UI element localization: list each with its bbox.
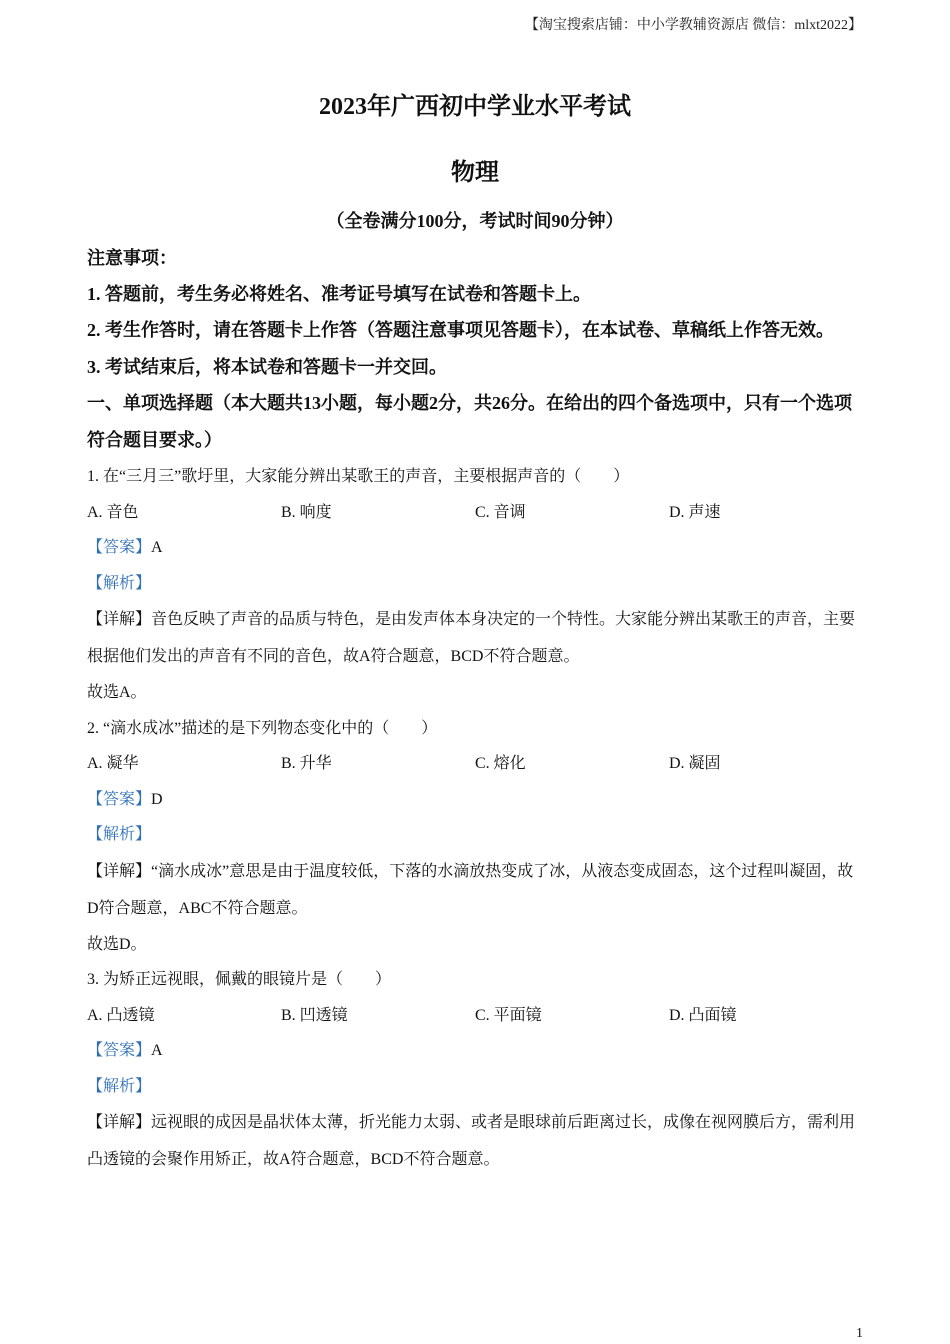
analysis-line <box>87 566 862 602</box>
option: C. 熔化 <box>475 755 526 772</box>
detail-text: 音色反映了声音的品质与特色，是由发声体本身决定的一个特性。大家能分辨出某歌王的声音，主要根据他们发出的声音有不同的音色，故A符合题意，BCD不符合题意。 <box>87 611 856 665</box>
answer-label: 【答案】 <box>87 539 152 556</box>
notice-item: 1. 答题前，考生务必将姓名、准考证号填写在试卷和答题卡上。 <box>87 284 591 304</box>
analysis-label: 【解析】 <box>87 826 152 843</box>
exam-info: （全卷满分100分，考试时间90分钟） <box>326 211 624 231</box>
notice-item: 3. 考试结束后，将本试卷和答题卡一并交回。 <box>87 357 447 377</box>
document-body <box>87 240 862 1178</box>
question-options <box>87 998 862 1034</box>
option: A. 音色 <box>87 503 139 521</box>
answer-value: A <box>151 539 163 556</box>
analysis-line <box>87 1069 862 1105</box>
answer-label: 【答案】 <box>87 1042 152 1059</box>
detail-label: 【详解】 <box>87 862 152 880</box>
question-options <box>87 746 862 782</box>
question-options <box>87 495 862 531</box>
notice-heading: 注意事项： <box>87 248 177 268</box>
option: B. 升华 <box>281 755 332 772</box>
detail-text: “滴水成冰”意思是由于温度较低，下落的水滴放热变成了冰，从液态变成固态，这个过程叫凝固，故D符合题意，ABC不符合题意。 <box>87 862 854 917</box>
subject-title: 物理 <box>451 160 499 186</box>
analysis-line <box>87 817 862 853</box>
option: C. 平面镜 <box>475 1006 542 1024</box>
option: A. 凸透镜 <box>87 1006 155 1024</box>
detail-label: 【详解】 <box>87 611 152 628</box>
answer-line <box>87 530 862 566</box>
option: C. 音调 <box>475 503 526 521</box>
answer-value: D <box>151 790 163 808</box>
question-stem: 2. “滴水成冰”描述的是下列物态变化中的（ ） <box>87 719 438 737</box>
answer-label: 【答案】 <box>87 790 152 808</box>
conclusion: 故选A。 <box>87 684 147 701</box>
detail-text: 远视眼的成因是晶状体太薄，折光能力太弱、或者是眼球前后距离过长，成像在视网膜后方，需利用凸透镜的会聚作用矫正，故A符合题意，BCD不符合题意。 <box>87 1114 856 1168</box>
conclusion: 故选D。 <box>87 935 147 953</box>
detail-paragraph <box>87 601 862 675</box>
option: D. 凝固 <box>669 755 721 772</box>
option: D. 凸面镜 <box>669 1006 737 1024</box>
answer-value: A <box>151 1042 163 1059</box>
analysis-label: 【解析】 <box>87 1077 152 1095</box>
option: B. 响度 <box>281 503 332 521</box>
section-heading: 一、单项选择题（本大题共13小题，每小题2分，共26分。在给出的四个备选项中，只有一个选项符合题目要求。） <box>87 393 852 450</box>
detail-paragraph <box>87 1104 862 1178</box>
answer-line <box>87 1033 862 1069</box>
detail-label: 【详解】 <box>87 1114 152 1131</box>
option: B. 凹透镜 <box>281 1006 348 1024</box>
exam-title: 2023年广西初中学业水平考试 <box>319 94 631 120</box>
question-stem: 1. 在“三月三”歌圩里，大家能分辨出某歌王的声音，主要根据声音的（ ） <box>87 468 630 485</box>
question-stem: 3. 为矫正远视眼，佩戴的眼镜片是（ ） <box>87 971 392 988</box>
answer-line <box>87 782 862 818</box>
analysis-label: 【解析】 <box>87 574 152 592</box>
option: A. 凝华 <box>87 755 139 772</box>
notice-item: 2. 考生作答时，请在答题卡上作答（答题注意事项见答题卡），在本试卷、草稿纸上作答无效。 <box>87 320 834 340</box>
option: D. 声速 <box>669 503 721 521</box>
header-note: 【淘宝搜索店铺：中小学教辅资源店 微信：mlxt2022】 <box>524 18 862 33</box>
detail-paragraph <box>87 853 862 927</box>
page-number: 1 <box>856 1326 863 1341</box>
